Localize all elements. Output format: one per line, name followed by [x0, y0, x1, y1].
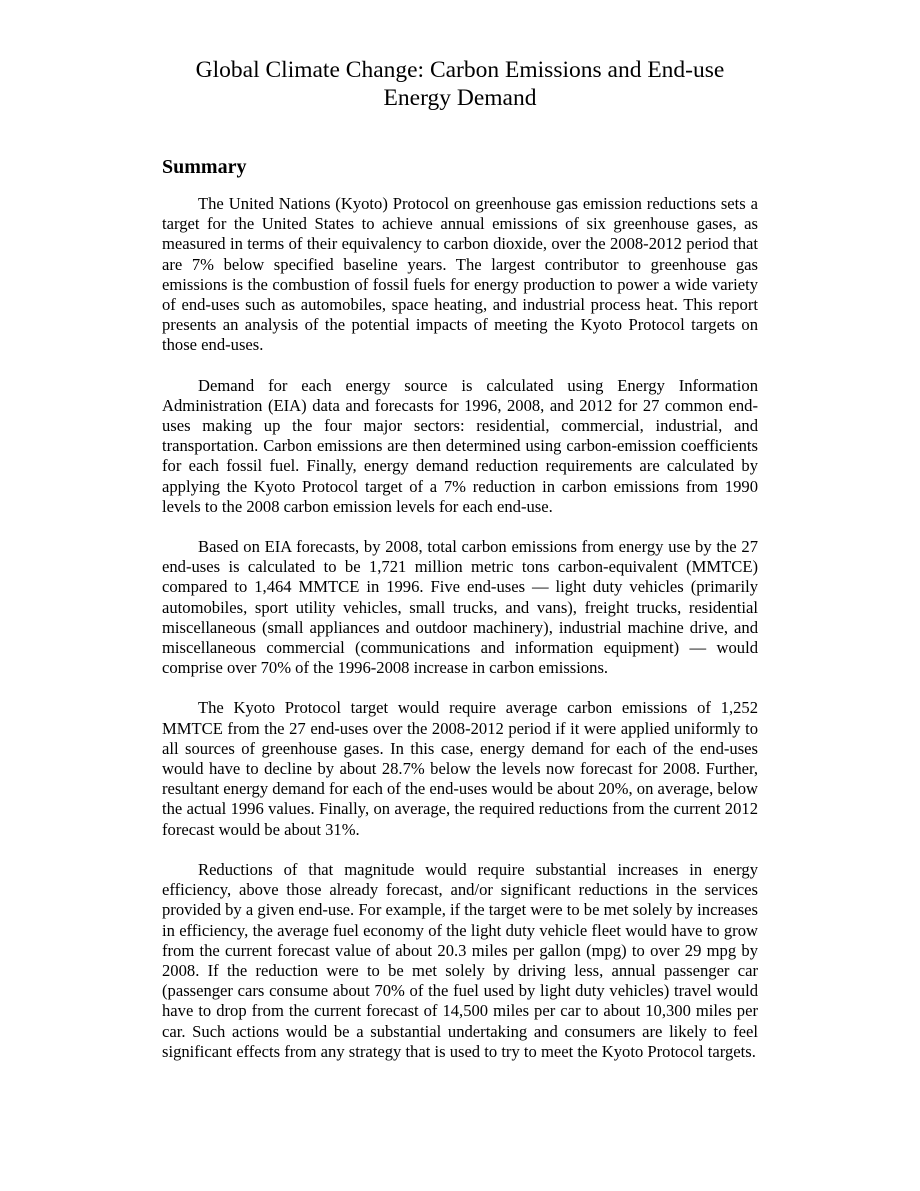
document-page [162, 56, 758, 1062]
paragraph-1: The United Nations (Kyoto) Protocol on greenhouse gas emission reductions sets a target for the United States to achieve annual emissions of six greenhouse gases, as measured in terms of their equivalency to carbon dioxide, over the 2008-2012 period that are 7% below specified baseline years. The largest contributor to greenhouse gas emissions is the combustion of fossil fuels for energy production to power a wide variety of end-uses such as automobiles, space heating, and industrial process heat. This report presents an analysis of the potential impacts of meeting the Kyoto Protocol targets on those end-uses. [162, 194, 758, 355]
summary-body [162, 194, 758, 1062]
paragraph-2: Demand for each energy source is calculated using Energy Information Administration (EIA) data and forecasts for 1996, 2008, and 2012 for 27 common end-uses making up the four major sectors: residential, commercial, industrial, and transportation. Carbon emissions are then determined using carbon-emission coefficients for each fossil fuel. Finally, energy demand reduction requirements are calculated by applying the Kyoto Protocol target of a 7% reduction in carbon emissions from 1990 levels to the 2008 carbon emission levels for each end-use. [162, 375, 758, 516]
paragraph-3: Based on EIA forecasts, by 2008, total carbon emissions from energy use by the 27 end-uses is calculated to be 1,721 million metric tons carbon-equivalent (MMTCE) compared to 1,464 MMTCE in 1996. Five end-uses — light duty vehicles (primarily automobiles, sport utility vehicles, small trucks, and vans), freight trucks, residential miscellaneous (small appliances and outdoor machinery), industrial machine drive, and miscellaneous commercial (communications and information equipment) — would comprise over 70% of the 1996-2008 increase in carbon emissions. [162, 537, 758, 678]
document-title: Global Climate Change: Carbon Emissions and End-use Energy Demand [195, 57, 725, 111]
paragraph-5: Reductions of that magnitude would require substantial increases in energy efficiency, above those already forecast, and/or significant reductions in the services provided by a given end-use. For example, if the target were to be met solely by increases in efficiency, the average fuel economy of the light duty vehicle fleet would have to grow from the current forecast value of about 20.3 miles per gallon (mpg) to over 29 mpg by 2008. If the reduction were to be met solely by driving less, annual passenger car (passenger cars consume about 70% of the fuel used by light duty vehicles) travel would have to drop from the current forecast of 14,500 miles per car to about 10,300 miles per car. Such actions would be a substantial undertaking and consumers are likely to feel significant effects from any strategy that is used to try to meet the Kyoto Protocol targets. [162, 859, 758, 1061]
paragraph-4: The Kyoto Protocol target would require average carbon emissions of 1,252 MMTCE from the 27 end-uses over the 2008-2012 period if it were applied uniformly to all sources of greenhouse gases. In this case, energy demand for each of the end-uses would have to decline by about 28.7% below the levels now forecast for 2008. Further, resultant energy demand for each of the end-uses would be about 20%, on average, below the actual 1996 values. Finally, on average, the required reductions from the current 2012 forecast would be about 31%. [162, 698, 758, 839]
section-heading-summary: Summary [162, 156, 247, 178]
